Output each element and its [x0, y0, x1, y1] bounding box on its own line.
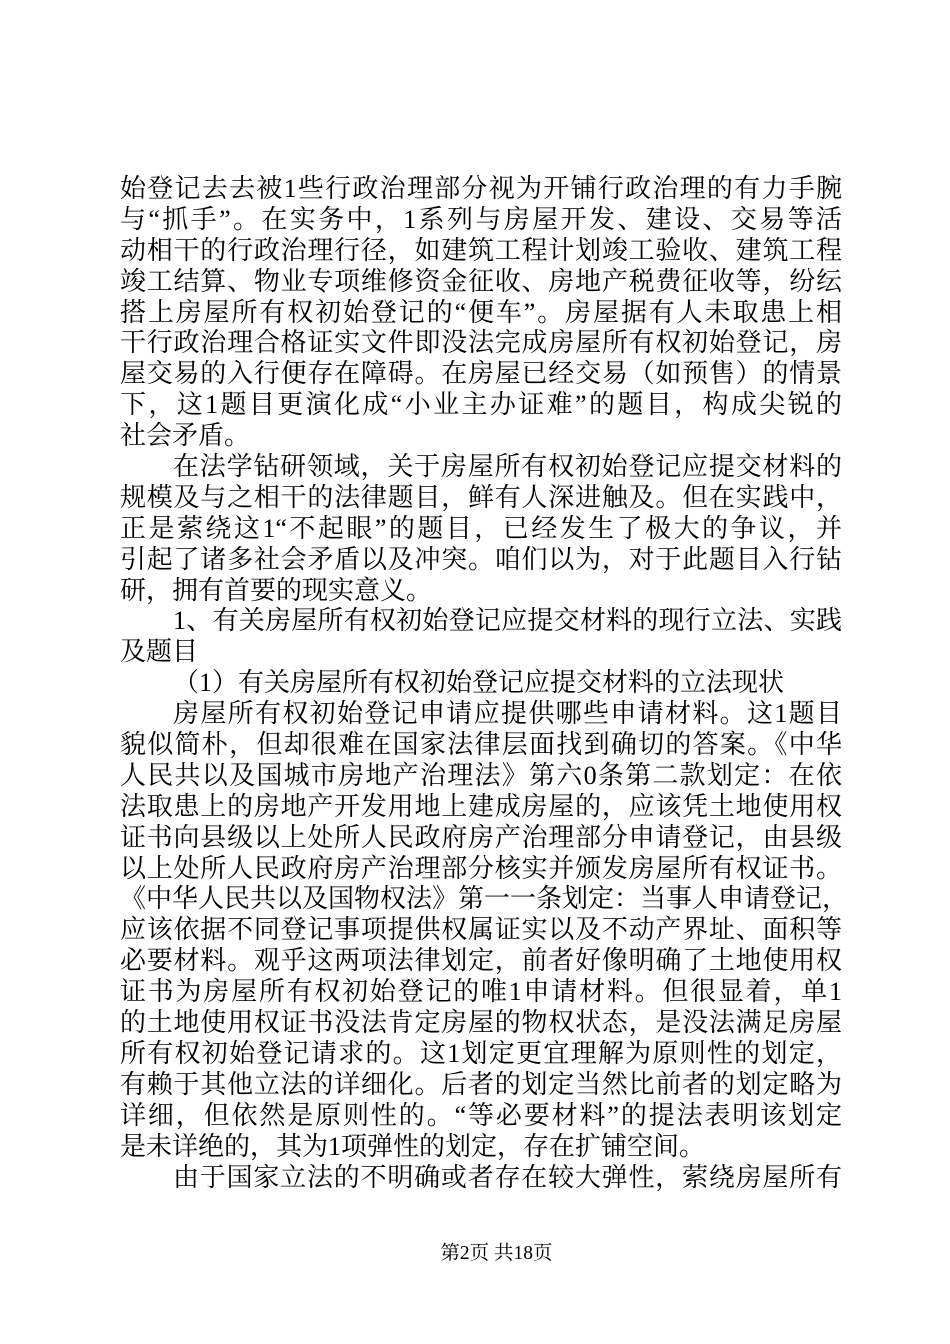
text-line: 搭上房屋所有权初始登记的“便车”。房屋据有人未取患上相 [120, 297, 842, 327]
text-line: 动相干的行政治理行径，如建筑工程计划竣工验收、建筑工程 [120, 235, 842, 265]
text-line: 有赖于其他立法的详细化。后者的划定当然比前者的划定略为 [120, 1069, 842, 1099]
text-line: 所有权初始登记请求的。这1划定更宜理解为原则性的划定， [120, 1038, 842, 1068]
text-line: 应该依据不同登记事项提供权属证实以及不动产界址、面积等 [120, 915, 842, 945]
text-line: 正是萦绕这1“不起眼”的题目，已经发生了极大的争议，并 [120, 513, 842, 543]
text-line: 规模及与之相干的法律题目，鲜有人深进触及。但在实践中， [120, 482, 842, 512]
text-line: 《中华人民共以及国物权法》第一一条划定：当事人申请登记， [120, 884, 849, 914]
text-line: 证书向县级以上处所人民政府房产治理部分申请登记，由县级 [120, 822, 842, 852]
text-line: 及题目 [120, 637, 199, 667]
text-line: 1、有关房屋所有权初始登记应提交材料的现行立法、实践 [173, 606, 842, 636]
page-footer [0, 1241, 950, 1267]
text-line: 与“抓手”。在实务中，1系列与房屋开发、建设、交易等活 [120, 204, 842, 234]
text-line: 的土地使用权证书没法肯定房屋的物权状态，是没法满足房屋 [120, 1008, 842, 1038]
text-line: 下，这1题目更演化成“小业主办证难”的题目，构成尖锐的 [120, 390, 842, 420]
text-line: 始登记去去被1些行政治理部分视为开铺行政治理的有力手腕 [120, 174, 842, 203]
text-line: 社会矛盾。 [120, 421, 251, 451]
text-line: 以上处所人民政府房产治理部分核实并颁发房屋所有权证书。 [120, 853, 842, 883]
page-number-text: 第2页 共18页 [440, 1243, 553, 1264]
text-line: 屋交易的入行便存在障碍。在房屋已经交易（如预售）的情景 [120, 359, 842, 389]
text-line: 必要材料。观乎这两项法律划定，前者好像明确了土地使用权 [120, 946, 842, 976]
text-line: 貌似简朴，但却很难在国家法律层面找到确切的答案。《中华 [120, 730, 842, 760]
text-line: 竣工结算、物业专项维修资金征收、房地产税费征收等，纷纭 [120, 266, 842, 296]
text-line: 详细，但依然是原则性的。“等必要材料”的提法表明该划定 [120, 1100, 842, 1130]
text-line: 法取患上的房地产开发用地上建成房屋的，应该凭土地使用权 [120, 791, 842, 821]
text-line: 研，拥有首要的现实意义。 [120, 575, 433, 605]
text-line: 由于国家立法的不明确或者存在较大弹性，萦绕房屋所有 [173, 1162, 842, 1192]
document-body [120, 174, 849, 1193]
text-line: 引起了诸多社会矛盾以及冲突。咱们以为，对于此题目入行钻 [120, 544, 842, 574]
text-line: 干行政治理合格证实文件即没法完成房屋所有权初始登记，房 [120, 328, 842, 358]
text-line: 证书为房屋所有权初始登记的唯1申请材料。但很显着，单1 [120, 977, 842, 1007]
text-line: 房屋所有权初始登记申请应提供哪些申请材料。这1题目 [173, 699, 842, 729]
text-line: （1）有关房屋所有权初始登记应提交材料的立法现状 [173, 668, 785, 698]
text-line: 人民共以及国城市房地产治理法》第六0条第二款划定：在依 [120, 760, 842, 790]
text-line: 在法学钻研领域，关于房屋所有权初始登记应提交材料的 [173, 452, 842, 482]
text-line: 是未详绝的，其为1项弹性的划定，存在扩铺空间。 [120, 1131, 706, 1161]
